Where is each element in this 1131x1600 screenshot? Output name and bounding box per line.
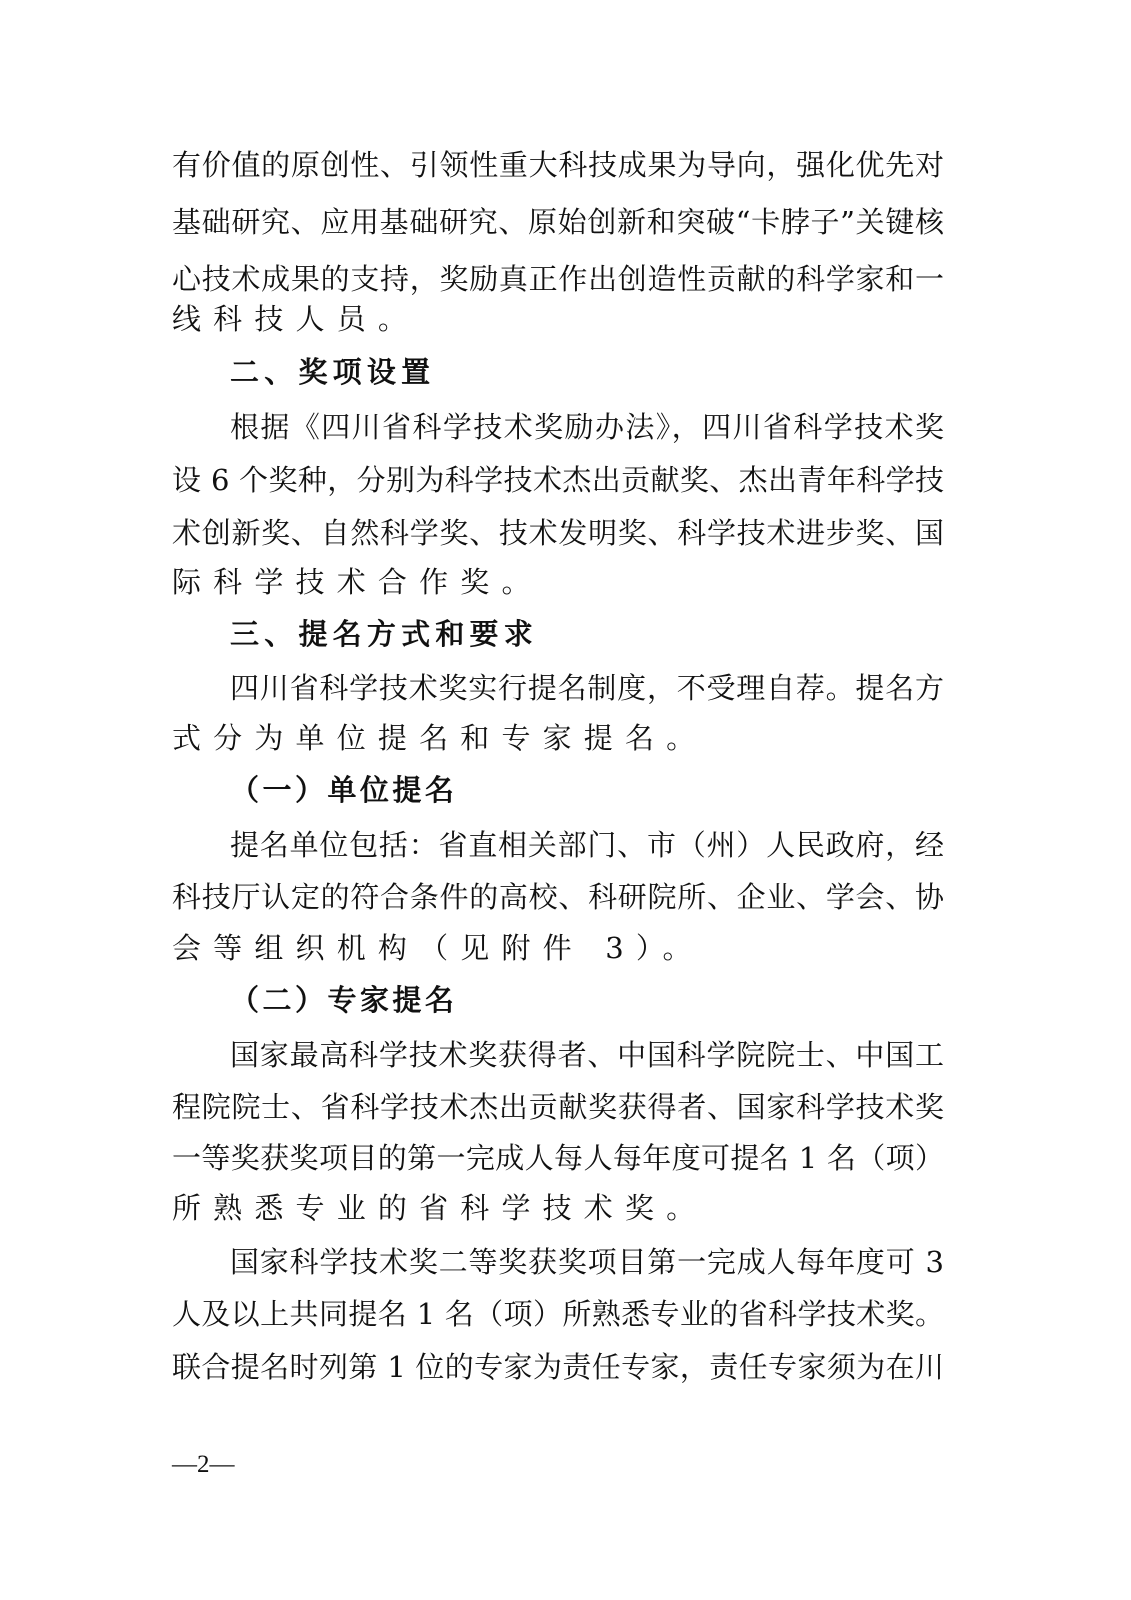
paragraph-line: 程院院士、省科学技术杰出贡献奖获得者、国家科学技术奖 xyxy=(172,1090,944,1124)
paragraph-line: 基础研究、应用基础研究、原始创新和突破“卡脖子”关键核 xyxy=(172,205,944,239)
page-number: —2— xyxy=(172,1451,235,1478)
paragraph-line: 国家科学技术奖二等奖获奖项目第一完成人每年度可 3 xyxy=(230,1245,944,1279)
paragraph-line: 式分为单位提名和专家提名。 xyxy=(172,721,708,755)
paragraph-line: 线科技人员。 xyxy=(172,302,420,336)
subsection-heading: （一）单位提名 xyxy=(230,773,458,807)
subsection-heading: （二）专家提名 xyxy=(230,983,458,1017)
paragraph-line: 提名单位包括：省直相关部门、市（州）人民政府，经 xyxy=(230,828,944,862)
paragraph-line: 设 6 个奖种，分别为科学技术杰出贡献奖、杰出青年科学技 xyxy=(172,463,944,497)
paragraph-line: 会等组织机构（见附件 3）。 xyxy=(172,931,704,965)
paragraph-line: 一等奖获奖项目的第一完成人每人每年度可提名 1 名（项） xyxy=(172,1141,944,1175)
section-heading: 二、奖项设置 xyxy=(230,355,436,389)
paragraph-line: 国家最高科学技术奖获得者、中国科学院院士、中国工 xyxy=(230,1038,944,1072)
section-heading: 三、提名方式和要求 xyxy=(230,617,538,651)
paragraph-line: 人及以上共同提名 1 名（项）所熟悉专业的省科学技术奖。 xyxy=(172,1297,944,1331)
paragraph-line: 联合提名时列第 1 位的专家为责任专家，责任专家须为在川 xyxy=(172,1350,944,1384)
paragraph-line: 有价值的原创性、引领性重大科技成果为导向，强化优先对 xyxy=(172,148,944,182)
paragraph-line: 四川省科学技术奖实行提名制度，不受理自荐。提名方 xyxy=(230,671,944,705)
paragraph-line: 所熟悉专业的省科学技术奖。 xyxy=(172,1191,708,1225)
paragraph-line: 科技厅认定的符合条件的高校、科研院所、企业、学会、协 xyxy=(172,880,944,914)
paragraph-line: 术创新奖、自然科学奖、技术发明奖、科学技术进步奖、国 xyxy=(172,516,944,550)
paragraph-line: 心技术成果的支持，奖励真正作出创造性贡献的科学家和一 xyxy=(172,262,944,296)
paragraph-line: 际科学技术合作奖。 xyxy=(172,565,543,599)
paragraph-line: 根据《四川省科学技术奖励办法》，四川省科学技术奖 xyxy=(230,410,944,444)
